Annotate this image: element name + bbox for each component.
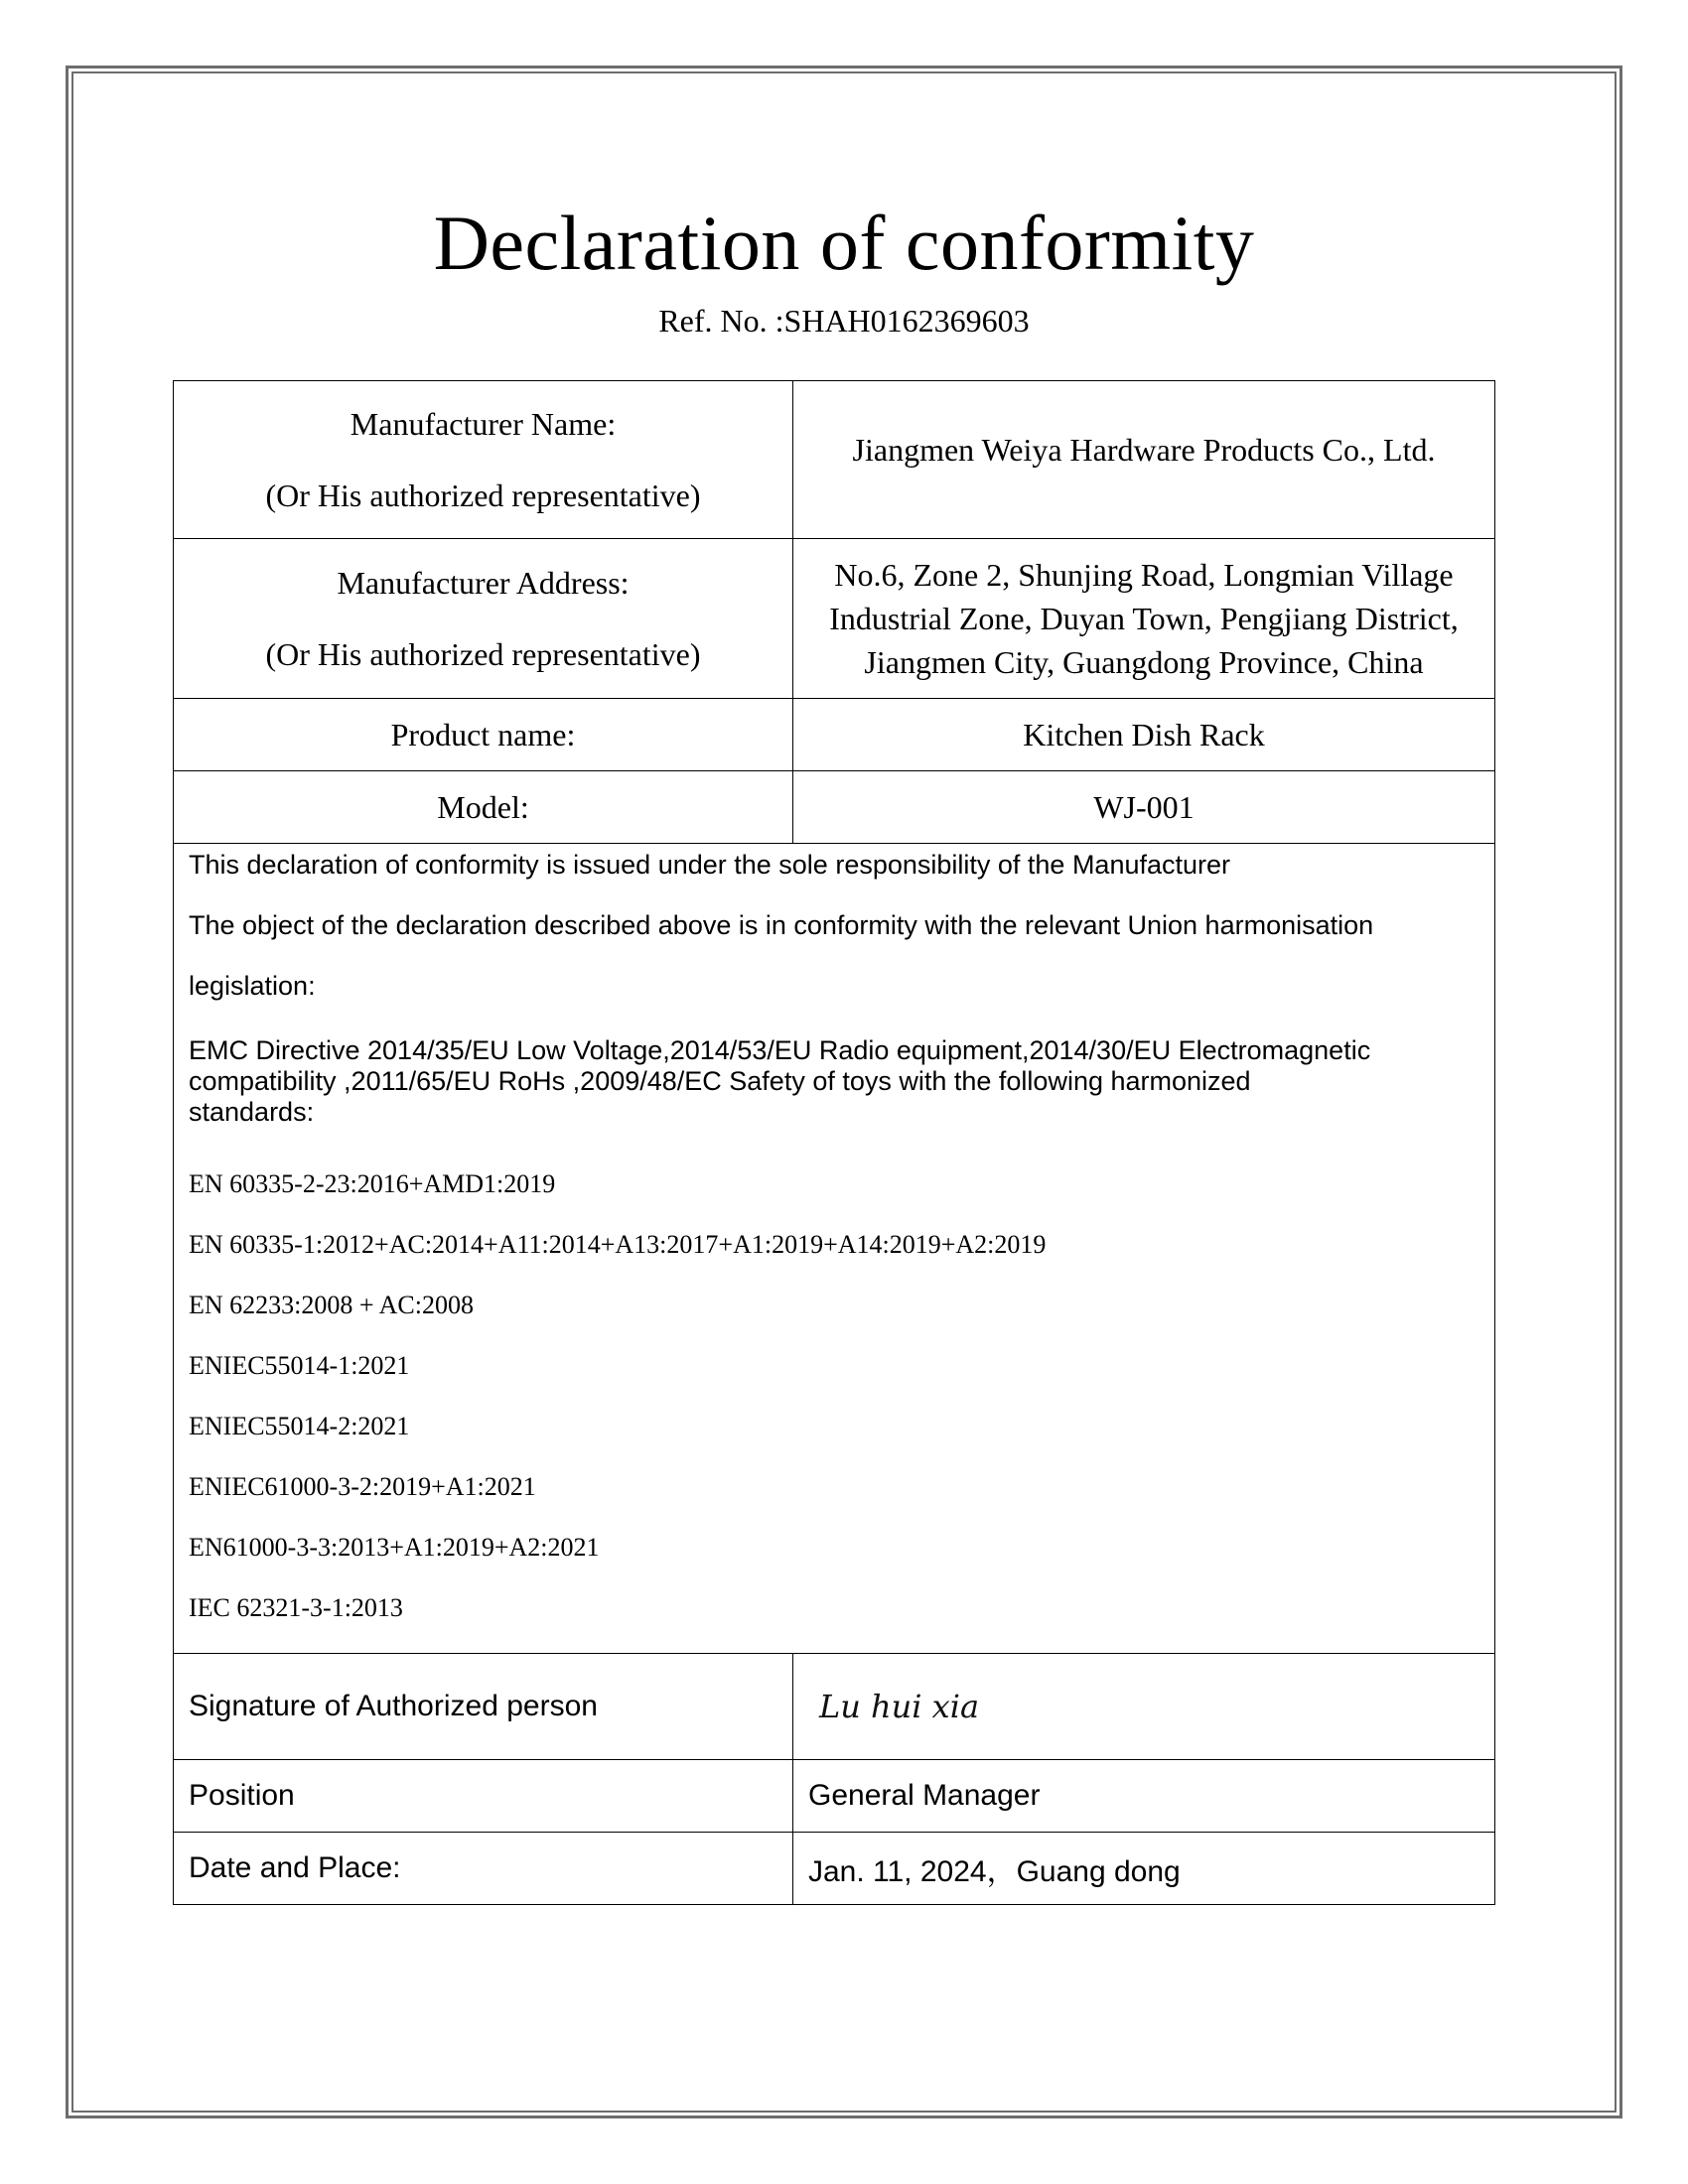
manufacturer-address-line: Industrial Zone, Duyan Town, Pengjiang District,: [829, 601, 1459, 636]
manufacturer-address-label: Manufacturer Address:: [337, 565, 630, 601]
date-place-label: Date and Place:: [174, 1833, 793, 1905]
signature-script: Lu hui xia: [819, 1688, 980, 1725]
manufacturer-name-label: Manufacturer Name:: [350, 406, 617, 442]
document-title: Declaration of conformity: [433, 200, 1255, 286]
standard-item: EN 60335-2-23:2016+AMD1:2019: [189, 1169, 556, 1198]
manufacturer-name-value: Jiangmen Weiya Hardware Products Co., Ltd.: [852, 431, 1436, 468]
position-label: Position: [174, 1760, 793, 1833]
declaration-statement: This declaration of conformity is issued under the sole responsibility of the Manufacturer: [189, 850, 1231, 880]
declaration-legislation-label: legislation:: [189, 971, 316, 1001]
standard-item: EN61000-3-3:2013+A1:2019+A2:2021: [189, 1533, 600, 1562]
product-name-label: Product name:: [174, 699, 793, 771]
directives-line: standards:: [189, 1097, 315, 1127]
manufacturer-address-sublabel: (Or His authorized representative): [265, 636, 701, 672]
model-value: WJ-001: [793, 771, 1495, 844]
declaration-body-row: [174, 844, 1495, 1654]
model-label: Model:: [174, 771, 793, 844]
position-value: General Manager: [793, 1760, 1495, 1833]
date-place-row: [174, 1833, 1495, 1905]
manufacturer-address-value-cell: [793, 539, 1495, 699]
standard-item: ENIEC55014-2:2021: [189, 1412, 410, 1440]
standard-item: ENIEC55014-1:2021: [189, 1351, 410, 1380]
declaration-body-cell: [174, 844, 1495, 1654]
manufacturer-address-line: No.6, Zone 2, Shunjing Road, Longmian Village: [834, 557, 1454, 593]
standard-item: EN 62233:2008 + AC:2008: [189, 1291, 474, 1319]
standard-item: ENIEC61000-3-2:2019+A1:2021: [189, 1472, 536, 1501]
directives-line: compatibility ,2011/65/EU RoHs ,2009/48/EC Safety of toys with the following harmonized: [189, 1066, 1251, 1096]
declaration-table: [173, 380, 1495, 1905]
manufacturer-name-sublabel: (Or His authorized representative): [265, 478, 701, 513]
date-place-value: Jan. 11, 2024，Guang dong: [793, 1833, 1495, 1905]
signature-cell: [793, 1654, 1495, 1760]
product-name-value: Kitchen Dish Rack: [793, 699, 1495, 771]
declaration-object-text: The object of the declaration described above is in conformity with the relevant Union harmonisation: [189, 910, 1374, 940]
handwritten-signature: [815, 1682, 1014, 1731]
product-name-row: [174, 699, 1495, 771]
standard-item: EN 60335-1:2012+AC:2014+A11:2014+A13:2017+A1:2019+A14:2019+A2:2019: [189, 1230, 1047, 1259]
standard-item: IEC 62321-3-1:2013: [189, 1593, 403, 1622]
manufacturer-name-row: [174, 381, 1495, 539]
signature-label: Signature of Authorized person: [174, 1654, 793, 1760]
manufacturer-address-line: Jiangmen City, Guangdong Province, China: [864, 644, 1424, 680]
directives-line: EMC Directive 2014/35/EU Low Voltage,2014/53/EU Radio equipment,2014/30/EU Electromagnetic: [189, 1035, 1371, 1065]
manufacturer-name-value-cell: [793, 381, 1495, 539]
reference-number: Ref. No. :SHAH0162369603: [658, 303, 1030, 339]
manufacturer-name-label-cell: [174, 381, 793, 539]
position-row: [174, 1760, 1495, 1833]
signature-row: [174, 1654, 1495, 1760]
directives-text: [189, 1031, 1494, 1132]
manufacturer-address-row: [174, 539, 1495, 699]
manufacturer-address-label-cell: [174, 539, 793, 699]
model-row: [174, 771, 1495, 844]
